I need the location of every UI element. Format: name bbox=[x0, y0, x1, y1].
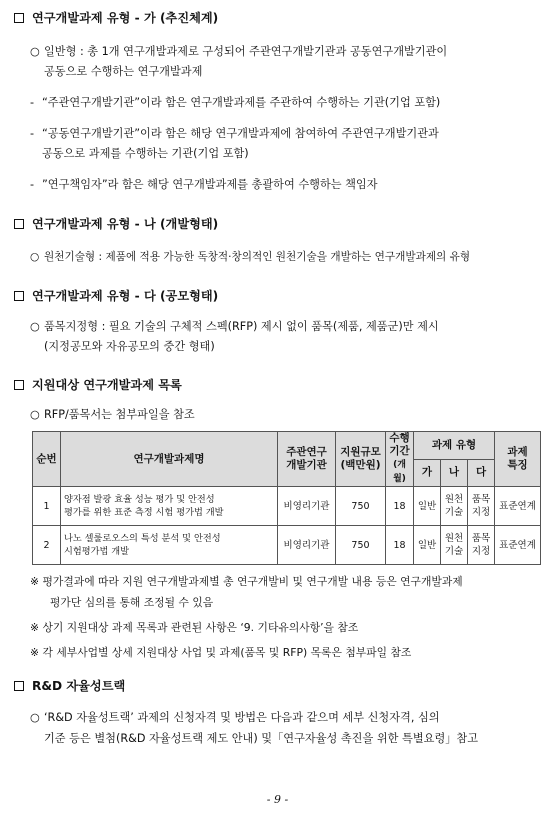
square-bullet-icon bbox=[14, 291, 24, 301]
square-bullet-icon bbox=[14, 681, 24, 691]
section-title: 연구개발과제 유형 - 나 (개발형태) bbox=[32, 217, 219, 231]
cell-feature: 표준연계 bbox=[495, 487, 541, 526]
cell-lead-org: 비영리기관 bbox=[278, 487, 336, 526]
bullet-general-type-cont: 공동으로 수행하는 연구개발과제 bbox=[44, 65, 203, 78]
table-header-row bbox=[33, 432, 541, 460]
note-reference: ※ 상기 지원대상 과제 목록과 관련된 사항은 ‘9. 기타유의사항’을 참조 bbox=[30, 621, 359, 634]
section-title: 연구개발과제 유형 - 다 (공모형태) bbox=[32, 289, 219, 303]
cell-funding: 750 bbox=[336, 487, 386, 526]
dash-item-lead-org: - “주관연구개발기관”이라 함은 연구개발과제를 주관하여 수행하는 기관(기업 포함) bbox=[30, 96, 441, 109]
section-title: R&D 자율성트랙 bbox=[32, 679, 126, 693]
section-heading-task-list bbox=[14, 376, 182, 393]
cell-type-na: 원천 기술 bbox=[441, 526, 468, 565]
section-heading-autonomy-track bbox=[14, 677, 125, 694]
bullet-autonomy-track: ○ ‘R&D 자율성트랙’ 과제의 신청자격 및 방법은 다음과 같으며 세부 신청자격, 심의 bbox=[30, 708, 440, 728]
bullet-item-designated: ○ 품목지정형 : 필요 기술의 구체적 스펙(RFP) 제시 없이 품목(제품, 제품군)만 제시 bbox=[30, 317, 439, 337]
circle-bullet-icon: ○ bbox=[30, 711, 40, 724]
cell-lead-org: 비영리기관 bbox=[278, 526, 336, 565]
bullet-original-tech: ○ 원천기술형 : 제품에 적용 가능한 독창적·창의적인 원천기술을 개발하는 연구개발과제의 유형 bbox=[30, 247, 470, 267]
header-feature: 과제 특징 bbox=[495, 432, 541, 487]
bullet-general-type: ○ 일반형 : 총 1개 연구개발과제로 구성되어 주관연구개발기관과 공동연구개발기관이 bbox=[30, 42, 447, 62]
square-bullet-icon bbox=[14, 13, 24, 23]
header-type-da: 다 bbox=[468, 459, 495, 487]
header-funding: 지원규모 (백만원) bbox=[336, 432, 386, 487]
circle-bullet-icon: ○ bbox=[30, 320, 40, 333]
square-bullet-icon bbox=[14, 380, 24, 390]
circle-bullet-icon: ○ bbox=[30, 408, 40, 421]
header-task-type: 과제 유형 bbox=[414, 432, 495, 460]
dash-item-pi: - ”연구책임자”라 함은 해당 연구개발과제를 총괄하여 수행하는 책임자 bbox=[30, 178, 378, 191]
cell-task-name: 나노 셀룰로오스의 특성 분석 및 안전성 시험평가법 개발 bbox=[61, 526, 278, 565]
bullet-item-designated-cont: (지정공모와 자유공모의 중간 형태) bbox=[44, 340, 215, 353]
table-row bbox=[33, 526, 541, 565]
section-title: 지원대상 연구개발과제 목록 bbox=[32, 378, 182, 392]
cell-type-da: 품목 지정 bbox=[468, 526, 495, 565]
note-evaluation: ※ 평가결과에 따라 지원 연구개발과제별 총 연구개발비 및 연구개발 내용 등은 연구개발과제 bbox=[30, 575, 463, 588]
cell-no: 1 bbox=[33, 487, 61, 526]
dash-item-joint-org-cont: 공동으로 과제를 수행하는 기관(기업 포함) bbox=[42, 147, 249, 160]
cell-type-na: 원천 기술 bbox=[441, 487, 468, 526]
header-lead-org: 주관연구 개발기관 bbox=[278, 432, 336, 487]
note-evaluation-cont: 평가단 심의를 통해 조정될 수 있음 bbox=[50, 596, 214, 609]
section-title: 연구개발과제 유형 - 가 (추진체계) bbox=[32, 11, 219, 25]
circle-bullet-icon: ○ bbox=[30, 45, 40, 58]
table-row bbox=[33, 487, 541, 526]
cell-type-da: 품목 지정 bbox=[468, 487, 495, 526]
cell-period: 18 bbox=[386, 487, 414, 526]
page-number: - 9 - bbox=[266, 793, 289, 806]
cell-type-ga: 일반 bbox=[414, 487, 441, 526]
section-heading-type-na bbox=[14, 215, 218, 232]
task-list-table bbox=[32, 431, 541, 565]
cell-period: 18 bbox=[386, 526, 414, 565]
cell-type-ga: 일반 bbox=[414, 526, 441, 565]
note-attachment: ※ 각 세부사업별 상세 지원대상 사업 및 과제(품목 및 RFP) 목록은 첨부파일 참조 bbox=[30, 646, 412, 659]
cell-no: 2 bbox=[33, 526, 61, 565]
cell-feature: 표준연계 bbox=[495, 526, 541, 565]
header-type-ga: 가 bbox=[414, 459, 441, 487]
square-bullet-icon bbox=[14, 219, 24, 229]
section-heading-type-da bbox=[14, 287, 218, 304]
section-heading-type-ga bbox=[14, 9, 218, 26]
dash-item-joint-org: - “공동연구개발기관”이라 함은 해당 연구개발과제에 참여하여 주관연구개발기관과 bbox=[30, 127, 439, 140]
bullet-autonomy-track-cont: 기준 등은 별첨(R&D 자율성트랙 제도 안내) 및「연구자율성 촉진을 위한 특별요령」참고 bbox=[44, 732, 479, 745]
cell-funding: 750 bbox=[336, 526, 386, 565]
header-type-na: 나 bbox=[441, 459, 468, 487]
header-task-name: 연구개발과제명 bbox=[61, 432, 278, 487]
bullet-rfp-reference: ○ RFP/품목서는 첨부파일을 참조 bbox=[30, 405, 195, 425]
header-period: 수행 기간 (개월) bbox=[386, 432, 414, 487]
circle-bullet-icon: ○ bbox=[30, 251, 40, 263]
cell-task-name: 양자점 발광 효율 성능 평가 및 안전성 평가를 위한 표준 측정 시험 평가법 개발 bbox=[61, 487, 278, 526]
header-no: 순번 bbox=[33, 432, 61, 487]
